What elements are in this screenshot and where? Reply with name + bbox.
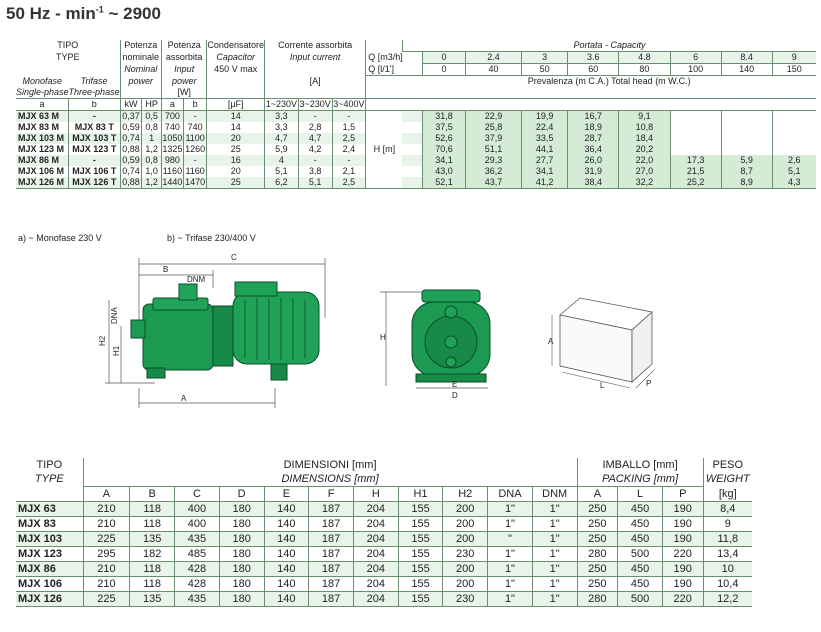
svg-text:A: A [181,394,187,403]
hdr-tipo: TIPO [57,40,79,51]
svg-text:C: C [231,253,237,262]
perf-row: MJX 103 M MJX 103 T 0,74 1 1050 1100 20 4,7 4,7 2,5 52,6 37,9 33,5 28,7 18,4 [16,133,816,144]
perf-row: MJX 83 M MJX 83 T 0,59 0,8 740 740 14 3,3 2,8 1,5 37,5 25,8 22,4 18,9 10,8 [16,122,816,133]
dim-row: MJX 103 225 135 435 180 140 187 204 155 200 " 1" 250 450 190 11,8 [16,532,752,547]
svg-text:DNM: DNM [187,275,206,284]
pump-front-view [372,282,512,410]
q-ls-label: Q [l/1'] [366,64,423,76]
perf-row: MJX 106 M MJX 106 T 0,74 1,0 1160 1160 20 5,1 3,8 2,1 43,0 36,2 34,1 31,9 27,0 21,5 8,7 5,1 [16,166,816,177]
perf-row: MJX 126 M MJX 126 T 0,88 1,2 1440 1470 25 6,2 5,1 2,5 52,1 43,7 41,2 38,4 32,2 25,2 8,9 4,3 [16,177,816,189]
svg-text:P: P [646,379,652,388]
hdr-prevalenza: Prevalenza (m C.A.) Total head (m W.C.) [402,76,816,88]
svg-text:H: H [380,333,386,342]
svg-text:E: E [452,380,458,389]
svg-text:H2: H2 [98,335,107,346]
perf-row: MJX 86 M - 0,59 0,8 980 - 16 4 - - 34,1 29,3 27,7 26,0 22,0 17,3 5,9 2,6 [16,155,816,166]
motor-body [233,292,319,364]
page-title: 50 Hz - $\min^{-1}$ ~ 2900 [6,4,161,23]
performance-table: TIPO Potenza Potenza Condensatore Corrente assorbita Portata - Capacity TYPE nominale assorbita Capacitor Input current Q [m3/h] 0 2.4 3 3.6 4.8 6 8.4 9 Nominal Input 450 V max Q [l/1'] 0 40 50 60 80 100 140 150 Monofase Trifase power power [A] Prevalenza (m C.A.) Total head (m W.C.) Single-phase Three-phase [W] a b kW HP a b [μF] 1~230V 3~230V 3~400V MJX 63 M - 0,37 0,5 700 - 14 3,3 - - 31,8 22,9 19,9 16,7 9,1 MJX 83 M MJX 83 T 0,59 0,8 740 740 14 3,3 2,8 1,5 37,5 25,8 22,4 18,9 10,8 MJX 103 M MJX 103 T 0,74 1 1050 1100 20 4,7 4,7 2,5 52,6 37,9 33,5 28,7 18,4 MJX 123 M MJX 123 T 0,88 1,2 1325 1260 25 5,9 4,2 2,4 H [m] 70,6 51,1 44,1 36,4 20,2 MJX 86 M - 0,59 0,8 980 - 16 4 - - 34,1 29,3 27,7 26,0 22,0 17,3 5,9 2,6 MJX 106 M MJX 106 T 0,74 1,0 1160 1160 20 5,1 3,8 2,1 43,0 36,2 34,1 31,9 27,0 21,5 8,7 5,1 MJX 126 M MJX 126 T 0,88 1,2 1440 1470 25 6,2 5,1 2,5 52,1 43,7 41,2 38,4 32,2 25,2 8,9 4,3 [16,40,816,189]
pump-side-view [95,248,370,420]
svg-text:H1: H1 [112,345,121,356]
svg-text:B: B [163,265,169,274]
dim-row: MJX 106 210 118 428 180 140 187 204 155 200 1" 1" 250 450 190 10,4 [16,577,752,592]
dim-row: MJX 123 295 182 485 180 140 187 204 155 230 1" 1" 280 500 220 13,4 [16,547,752,562]
svg-text:A: A [548,337,554,346]
note-tri: b) ~ Trifase 230/400 V [167,233,256,243]
svg-text:L: L [600,381,605,390]
dim-row: MJX 126 225 135 435 180 140 187 204 155 230 1" 1" 280 500 220 12,2 [16,592,752,607]
q-m3h-label: Q [m3/h] [366,52,423,64]
svg-text:D: D [452,391,458,400]
hdr-portata: Portata - Capacity [402,40,816,52]
perf-row: MJX 63 M - 0,37 0,5 700 - 14 3,3 - - 31,8 22,9 19,9 16,7 9,1 [16,111,816,123]
pump-body [143,304,213,370]
svg-text:DNA: DNA [110,307,119,324]
dimensions-table: TIPO DIMENSIONI [mm] IMBALLO [mm] PESO TYPE DIMENSIONS [mm] PACKING [mm] WEIGHT A B C D E F H H1 H2 DNA DNM A L P [kg] MJX 63 210 118 400 180 140 187 204 155 200 1" 1" 250 450 190 8,4 MJX 83 210 118 400 180 140 187 204 155 200 1" 1" 250 450 190 9 MJX 103 225 135 435 180 140 187 204 155 200 " 1" 250 450 190 11,8 MJX 123 295 182 485 180 140 187 204 155 230 1" 1" 280 500 220 13,4 MJX 86 210 118 428 180 140 187 204 155 200 1" 1" 250 450 190 10 MJX 106 210 118 428 180 140 187 204 155 200 1" 1" 250 450 190 10,4 MJX 126 225 135 435 180 140 187 204 155 230 1" 1" 280 500 220 12,2 [16,458,752,607]
dim-row: MJX 83 210 118 400 180 140 187 204 155 200 1" 1" 250 450 190 9 [16,517,752,532]
dim-row: MJX 86 210 118 428 180 140 187 204 155 200 1" 1" 250 450 190 10 [16,562,752,577]
perf-row: MJX 123 M MJX 123 T 0,88 1,2 1325 1260 25 5,9 4,2 2,4 H [m] 70,6 51,1 44,1 36,4 20,2 [16,144,816,155]
dim-row: MJX 63 210 118 400 180 140 187 204 155 200 1" 1" 250 450 190 8,4 [16,502,752,517]
note-mono: a) ~ Monofase 230 V [18,233,102,243]
packing-box [540,290,670,395]
